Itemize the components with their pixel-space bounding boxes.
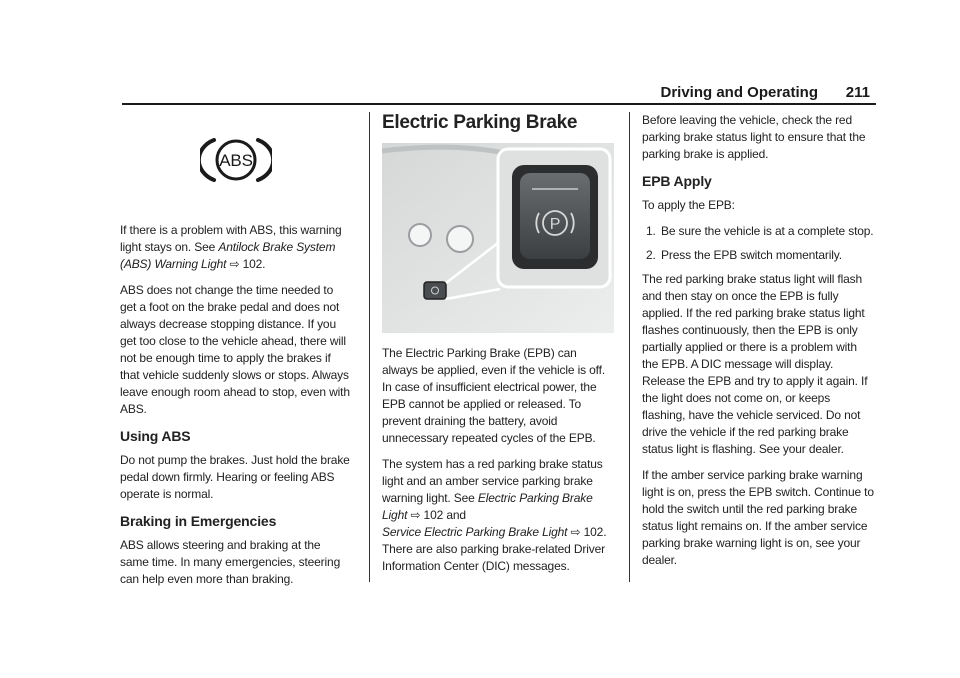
section-title: Electric Parking Brake bbox=[382, 112, 578, 133]
cross-reference-link[interactable]: Service Electric Parking Brake Light bbox=[382, 525, 568, 539]
column-divider bbox=[369, 112, 370, 582]
paragraph: The Electric Parking Brake (EPB) can always be applied, even if the vehicle is off. In case of insufficient electrical power, the EPB cannot be applied or released. To prevent draining the battery, avoid unnecessary repeated cycles of the EPB. bbox=[382, 346, 606, 445]
paragraph: Before leaving the vehicle, check the red parking brake status light to ensure that the parking brake is applied. bbox=[642, 113, 866, 161]
column-abs bbox=[120, 112, 352, 597]
paragraph: The red parking brake status light will flash and then stay on once the EPB is fully applied. If the red parking brake status light flashes continuously, then the EPB is only partially applied or there is a problem with the EPB. A DIC message will display. Release the EPB and try to apply it again. If the light does not come on, or keeps flashing, have the vehicle serviced. Do not drive the vehicle if the red parking brake status light is flashing. See your dealer. bbox=[642, 272, 868, 456]
column-electric-parking-brake bbox=[382, 112, 614, 584]
list-item: 2. Press the EPB switch momentarily. bbox=[646, 248, 842, 262]
paragraph: The system has a red parking brake status light and an amber service parking brake warning light. See Electric Parking Brake Light ⇨ 102 and Service Electric Parking Brake Light ⇨ 102. There are also parking brake-related Driver Information Center (DIC) messages. bbox=[382, 457, 607, 573]
heading-epb-apply: EPB Apply bbox=[642, 173, 712, 189]
header-rule bbox=[122, 103, 876, 105]
epb-switch-figure bbox=[382, 143, 614, 333]
list-item: 1. Be sure the vehicle is at a complete stop. bbox=[646, 224, 874, 238]
paragraph: If there is a problem with ABS, this warning light stays on. See Antilock Brake System (ABS) Warning Light ⇨ 102. bbox=[120, 223, 342, 271]
parking-brake-letter: P bbox=[549, 216, 561, 233]
heading-using-abs: Using ABS bbox=[120, 428, 191, 444]
page-number: 211 bbox=[845, 84, 870, 101]
cross-reference-link[interactable]: Electric Parking Brake Light bbox=[382, 491, 593, 522]
steps-list bbox=[642, 223, 874, 264]
paragraph: Do not pump the brakes. Just hold the brake pedal down firmly. Hearing or feeling ABS operate is normal. bbox=[120, 453, 350, 501]
abs-warning-icon bbox=[200, 134, 272, 186]
paragraph: ABS allows steering and braking at the same time. In many emergencies, steering can help even more than braking. bbox=[120, 538, 341, 586]
column-divider bbox=[629, 112, 630, 582]
paragraph: ABS does not change the time needed to get a foot on the brake pedal and does not always decrease stopping distance. If you get too close to the vehicle ahead, there will not be enough time to apply the brakes if that vehicle suddenly slows or stops. Always leave enough room ahead to stop, even with ABS. bbox=[120, 283, 350, 416]
paragraph: If the amber service parking brake warning light is on, press the EPB switch. Continue to hold the switch until the red parking brake status light remains on. If the amber service parking brake warning light is on, see your dealer. bbox=[642, 468, 874, 567]
abs-icon-label: ABS bbox=[219, 151, 253, 170]
cross-reference-link[interactable]: Antilock Brake System (ABS) Warning Light bbox=[120, 240, 336, 271]
page-header-section: Driving and Operating bbox=[660, 84, 818, 101]
column-epb-apply bbox=[642, 112, 874, 578]
paragraph: To apply the EPB: bbox=[642, 198, 735, 212]
heading-braking-in-emergencies: Braking in Emergencies bbox=[120, 513, 277, 529]
parking-brake-switch-icon bbox=[382, 143, 614, 333]
